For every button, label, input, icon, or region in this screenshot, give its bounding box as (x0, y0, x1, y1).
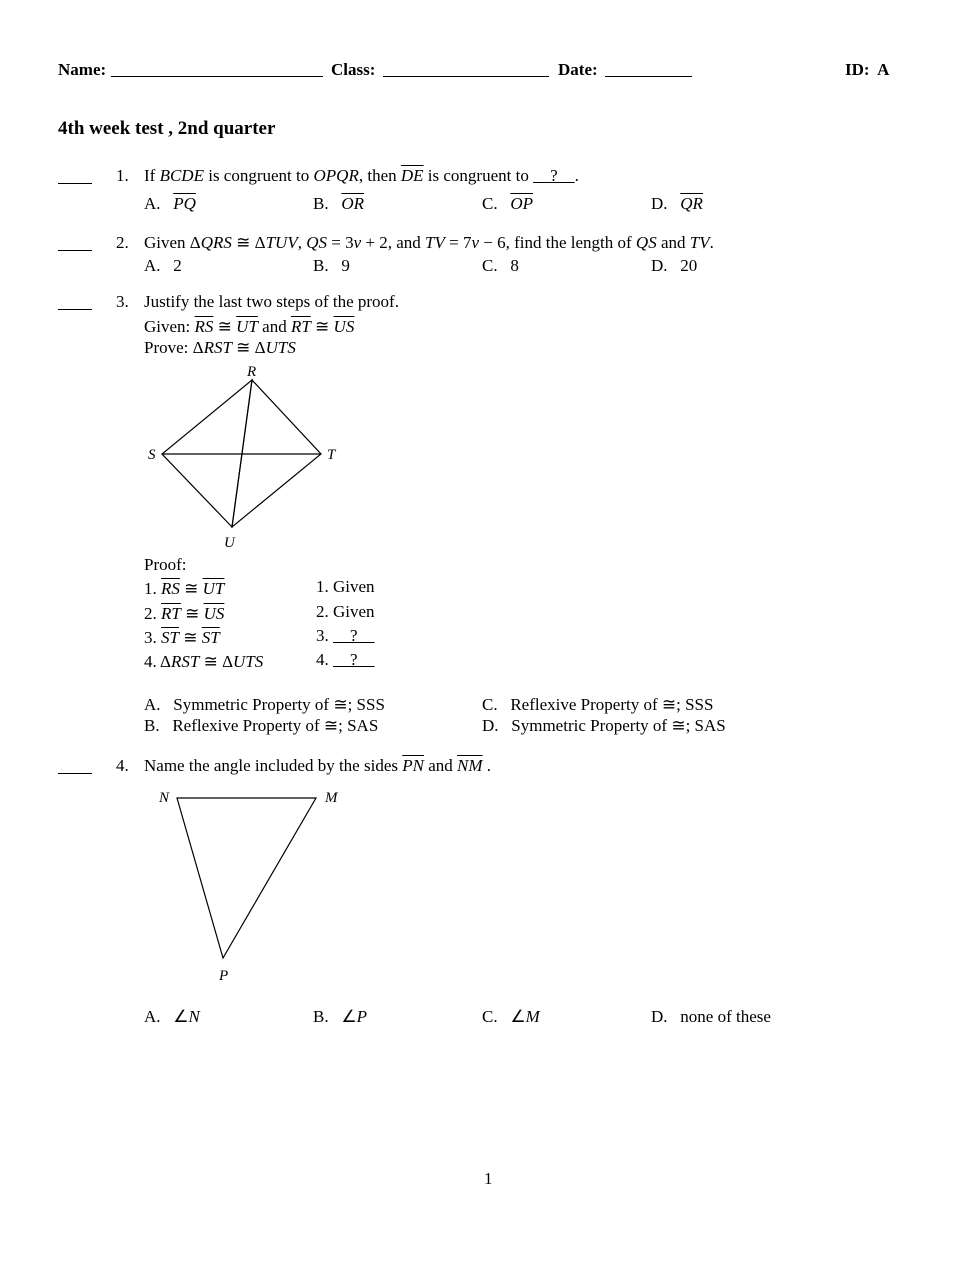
question-number: 1. (116, 166, 129, 185)
page-number: 1 (484, 1169, 493, 1188)
proof-reason-3: 3. ? (316, 626, 358, 645)
prove-statement: Prove: ΔRST ≅ ΔUTS (144, 338, 296, 357)
question-number: 3. (116, 292, 129, 311)
choice-b[interactable]: B. 9 (313, 256, 350, 275)
proof-step-1: 1. $\overline{RS}$ ≅ $\overline{UT}$ (144, 579, 225, 598)
vertex-label-p: P (219, 968, 229, 984)
proof-step-3: 3. $\overline{ST}$ ≅ $\overline{ST}$ (144, 628, 220, 647)
proof-step-4: 4. ΔRST ≅ ΔUTS (144, 652, 264, 671)
class-blank[interactable] (383, 76, 549, 77)
choice-c[interactable]: C. Reflexive Property of ≅; SSS (482, 695, 714, 714)
answer-blank-q2[interactable] (58, 250, 92, 251)
choice-a[interactable]: A. $\overline{PQ}$ (144, 194, 196, 213)
proof-label: Proof: (144, 555, 187, 574)
triangle-nmp-outline (177, 798, 316, 958)
vertex-label-t: T (327, 447, 336, 463)
given-statement: Given: $\overline{RS}$ ≅ $\overline{UT}$ and $\overline{RT}$ ≅ $\overline{US}$ (144, 317, 355, 336)
choice-b[interactable]: B. Reflexive Property of ≅; SAS (144, 716, 379, 735)
choice-d[interactable]: D. none of these (651, 1007, 771, 1026)
choice-c[interactable]: C. 8 (482, 256, 519, 275)
answer-blank-q3[interactable] (58, 309, 92, 310)
vertex-label-u: U (224, 535, 235, 551)
vertex-label-s: S (148, 447, 156, 463)
id-label: ID: A (845, 60, 890, 79)
proof-reason-2: 2. Given (316, 602, 375, 621)
question-stem: Justify the last two steps of the proof. (144, 292, 399, 311)
choice-b[interactable]: B. $\overline{OR}$ (313, 194, 365, 213)
question-stem: Name the angle included by the sides $\overline{PN}$ and $\overline{NM}$ . (144, 756, 492, 775)
proof-reason-1: 1. Given (316, 577, 375, 596)
choice-d[interactable]: D. 20 (651, 256, 698, 275)
class-label: Class: (331, 60, 376, 79)
date-label: Date: (558, 60, 598, 79)
proof-reason-4: 4. ? (316, 650, 358, 669)
question-stem: If BCDE is congruent to OPQR, then $\overline{DE}$ is congruent to ? . (144, 166, 579, 185)
date-blank[interactable] (605, 76, 692, 77)
answer-blank-q1[interactable] (58, 183, 92, 184)
answer-blank-q4[interactable] (58, 773, 92, 774)
name-label: Name: (58, 60, 107, 79)
name-blank[interactable] (111, 76, 323, 77)
proof-step-2: 2. $\overline{RT}$ ≅ $\overline{US}$ (144, 604, 225, 623)
vertex-label-r: R (247, 364, 257, 380)
choice-b[interactable]: B. ∠P (313, 1007, 367, 1026)
choice-a[interactable]: A. ∠N (144, 1007, 200, 1026)
vertex-label-n: N (159, 790, 170, 806)
question-number: 2. (116, 233, 129, 252)
choice-d[interactable]: D. $\overline{QR}$ (651, 194, 703, 213)
choice-d[interactable]: D. Symmetric Property of ≅; SAS (482, 716, 726, 735)
question-stem: Given ΔQRS ≅ ΔTUV, QS = 3v + 2, and TV = 7v − 6, find the length of QS and TV. (144, 233, 714, 252)
figure-triangle-nmp (150, 785, 360, 985)
choice-c[interactable]: C. $\overline{OP}$ (482, 194, 534, 213)
question-number: 4. (116, 756, 129, 775)
choice-c[interactable]: C. ∠M (482, 1007, 540, 1026)
figure-quadrilateral-rstu (140, 360, 350, 555)
test-title: 4th week test , 2nd quarter (58, 118, 276, 139)
choice-a[interactable]: A. Symmetric Property of ≅; SSS (144, 695, 385, 714)
vertex-label-m: M (325, 790, 338, 806)
choice-a[interactable]: A. 2 (144, 256, 182, 275)
